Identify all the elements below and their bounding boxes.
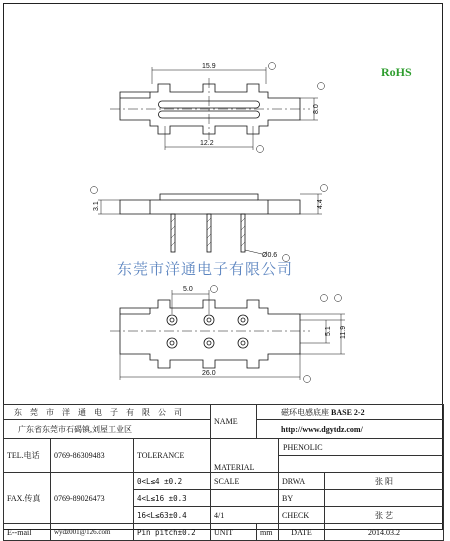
bottom-pin-holes <box>167 315 248 348</box>
dim-pin-dia: Ø0.6 <box>262 252 278 259</box>
unit-label: UNIT <box>211 524 257 541</box>
check-label: CHECK <box>279 507 325 524</box>
front-pin-1 <box>171 214 175 252</box>
front-pin-3 <box>241 214 245 252</box>
scale-blank <box>211 490 279 507</box>
front-pin-2 <box>207 214 211 252</box>
material-label: MATERIAL <box>211 439 279 473</box>
dim-3-1: 3.1 <box>93 201 100 211</box>
dim-12-2: 12.2 <box>200 140 214 147</box>
dim-5-0: 5.0 <box>183 286 193 293</box>
by-label: BY <box>279 490 325 507</box>
dim-4-4: 4.4 <box>317 199 324 209</box>
material-value: PHENOLIC <box>279 439 444 456</box>
part-name: 磁环电感底座 BASE 2-2 <box>257 405 444 420</box>
tel-label: TEL.电话 <box>4 439 51 473</box>
company-address: 广东省东莞市石碣镇,刘屋工业区 <box>4 420 211 439</box>
tel-value: 0769-86309483 <box>51 439 134 473</box>
scale-value: 4/1 <box>211 507 279 524</box>
date-label: DATE <box>279 524 325 541</box>
company-watermark: 东莞市洋通电子有限公司 <box>117 260 294 278</box>
dim-26-0: 26.0 <box>202 370 216 377</box>
dim-8-0: 8.0 <box>313 104 320 114</box>
dim-15-9: 15.9 <box>202 63 216 70</box>
pin-pitch-tolerance: Pin pitch±0.2 <box>134 524 211 541</box>
material-blank <box>279 456 444 473</box>
drawn-by: 张 阳 <box>325 473 444 490</box>
unit-value: mm <box>257 524 279 541</box>
dim-5-1: 5.1 <box>325 326 332 336</box>
front-view-body <box>120 194 300 214</box>
top-view-flange <box>120 92 150 98</box>
email-value[interactable]: wydz001@126.com <box>51 524 134 541</box>
email-label: E--mail <box>4 524 51 541</box>
fax-label: FAX.传真 <box>4 473 51 524</box>
name-label: NAME <box>211 405 257 439</box>
dim-11-9: 11.9 <box>340 325 347 339</box>
website[interactable]: http://www.dgytdz.com/ <box>257 420 444 439</box>
checked-by: 张 艺 <box>325 507 444 524</box>
draw-label: DRWA <box>279 473 325 490</box>
rohs-mark: RoHS <box>381 65 412 79</box>
date-value: 2014.03.2 <box>325 524 444 541</box>
company-name: 东 莞 市 洋 通 电 子 有 限 公 司 <box>4 405 211 420</box>
scale-label: SCALE <box>211 473 279 490</box>
by-blank <box>325 490 444 507</box>
title-block <box>3 404 444 541</box>
fax-value: 0769-89026473 <box>51 473 134 524</box>
tolerance-2: 4<L≤16 ±0.3 <box>134 490 211 507</box>
tolerance-1: 0<L≤4 ±0.2 <box>134 473 211 490</box>
bottom-view-outline <box>120 300 300 368</box>
tolerance-3: 16<L≤63±0.4 <box>134 507 211 524</box>
tolerance-label: TOLERANCE <box>134 439 211 473</box>
